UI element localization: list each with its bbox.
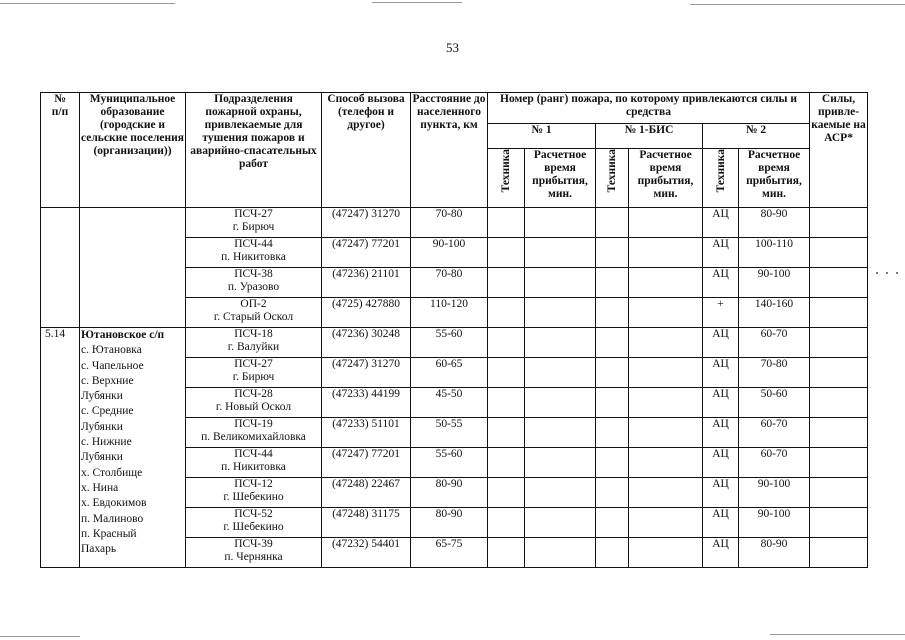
phone-cell: (47232) 54401: [322, 538, 411, 568]
rank-2-time-cell: 70-80: [739, 358, 810, 388]
rank-2-equipment-cell: АЦ: [703, 208, 739, 238]
header-rank-2-equipment: Техника: [703, 149, 739, 208]
phone-cell: (4725) 427880: [322, 298, 411, 328]
settlement-line: Лубянки: [81, 420, 123, 433]
distance-cell: 80-90: [411, 508, 488, 538]
rank-2-time-cell: 60-70: [739, 448, 810, 478]
header-rank-2-arrival: Расчетное время прибытия, мин.: [739, 149, 810, 208]
rank-2-equipment-cell: АЦ: [703, 358, 739, 388]
subdivision-cell: ПСЧ-28 г. Новый Оскол: [186, 388, 322, 418]
section-title: Ютановское с/п: [81, 329, 165, 341]
rank-2-time-cell: 60-70: [739, 418, 810, 448]
phone-cell: (47233) 51101: [322, 418, 411, 448]
rank-2-equipment-cell: АЦ: [703, 418, 739, 448]
forces-table: [40, 92, 868, 568]
settlement-line: с. Нижние: [81, 436, 132, 449]
rank-2-time-cell: 140-160: [739, 298, 810, 328]
rank-2-time-cell: 90-100: [739, 508, 810, 538]
scan-speck: [876, 272, 878, 274]
header-rank-1bis: № 1-БИС: [596, 124, 703, 149]
distance-cell: 90-100: [411, 238, 488, 268]
phone-cell: (47247) 77201: [322, 238, 411, 268]
distance-cell: 110-120: [411, 298, 488, 328]
phone-cell: (47247) 31270: [322, 358, 411, 388]
rank-2-time-cell: 80-90: [739, 208, 810, 238]
header-num: № п/п: [41, 93, 80, 208]
rank-2-time-cell: 60-70: [739, 328, 810, 358]
settlement-line: с. Чапельное: [81, 359, 144, 372]
scan-line-top-right: [690, 4, 905, 5]
rank-2-equipment-cell: АЦ: [703, 478, 739, 508]
table-row: [41, 208, 868, 238]
rank-2-equipment-cell: АЦ: [703, 268, 739, 298]
header-subdivisions: Подразделения пожарной охраны, привлекаемые для тушения пожаров и аварийно-спасательных работ: [186, 93, 322, 208]
subdivision-cell: ПСЧ-12 г. Шебекино: [186, 478, 322, 508]
page-number: 53: [446, 40, 459, 55]
scan-line-bottom-left: [0, 636, 80, 637]
section-municipality: [80, 328, 186, 568]
subdivision-cell: ПСЧ-52 г. Шебекино: [186, 508, 322, 538]
distance-cell: 70-80: [411, 208, 488, 238]
settlement-line: с. Ютановка: [81, 344, 142, 357]
settlement-line: п. Красный: [81, 527, 137, 540]
distance-cell: 55-60: [411, 448, 488, 478]
phone-cell: (47236) 30248: [322, 328, 411, 358]
settlement-line: Лубянки: [81, 451, 123, 464]
header-rank-1bis-equipment: Техника: [596, 149, 629, 208]
distance-cell: 55-60: [411, 328, 488, 358]
settlement-line: с. Верхние: [81, 374, 134, 387]
settlement-line: х. Столбище: [81, 466, 143, 479]
rank-2-equipment-cell: АЦ: [703, 508, 739, 538]
header-rank-2: № 2: [703, 124, 810, 149]
rank-2-equipment-cell: АЦ: [703, 388, 739, 418]
header-municipality: Муниципальное образование (городские и сельские поселения (организации)): [80, 93, 186, 208]
settlement-line: х. Нина: [81, 481, 119, 494]
table-row: [41, 328, 868, 358]
phone-cell: (47236) 21101: [322, 268, 411, 298]
phone-cell: (47233) 44199: [322, 388, 411, 418]
section-num: 5.14: [41, 328, 80, 568]
rank-2-time-cell: 100-110: [739, 238, 810, 268]
rank-2-equipment-cell: АЦ: [703, 328, 739, 358]
header-rank-1bis-arrival: Расчетное время прибытия, мин.: [629, 149, 703, 208]
phone-cell: (47247) 31270: [322, 208, 411, 238]
distance-cell: 70-80: [411, 268, 488, 298]
subdivision-cell: ПСЧ-39 п. Чернянка: [186, 538, 322, 568]
settlement-line: Пахарь: [81, 543, 117, 556]
header-fire-rank: Номер (ранг) пожара, по которому привлекаются силы и средства: [488, 93, 810, 124]
rank-2-time-cell: 90-100: [739, 478, 810, 508]
distance-cell: 45-50: [411, 388, 488, 418]
header-rank-1: № 1: [488, 124, 596, 149]
distance-cell: 60-65: [411, 358, 488, 388]
header-rank-1-arrival: Расчетное время прибытия, мин.: [525, 149, 596, 208]
rank-2-time-cell: 80-90: [739, 538, 810, 568]
num-cell: [41, 208, 80, 328]
distance-cell: 80-90: [411, 478, 488, 508]
rank-2-time-cell: 50-60: [739, 388, 810, 418]
rank-2-equipment-cell: АЦ: [703, 238, 739, 268]
subdivision-cell: ПСЧ-27 г. Бирюч: [186, 358, 322, 388]
rank-2-equipment-cell: +: [703, 298, 739, 328]
scan-line-top-middle: [372, 2, 462, 3]
subdivision-cell: ПСЧ-27 г. Бирюч: [186, 208, 322, 238]
scan-speck: [886, 272, 888, 274]
subdivision-cell: ПСЧ-18 г. Валуйки: [186, 328, 322, 358]
phone-cell: (47248) 22467: [322, 478, 411, 508]
scan-speck: [896, 272, 898, 274]
scan-line-top-left: [0, 3, 175, 4]
rank-2-time-cell: 90-100: [739, 268, 810, 298]
distance-cell: 50-55: [411, 418, 488, 448]
subdivision-cell: ПСЧ-19 п. Великомихайловка: [186, 418, 322, 448]
settlement-line: п. Малиново: [81, 512, 144, 525]
header-distance: Расстояние до населенного пункта, км: [411, 93, 488, 208]
settlement-line: х. Евдокимов: [81, 497, 147, 510]
distance-cell: 65-75: [411, 538, 488, 568]
subdivision-cell: ПСЧ-44 п. Никитовка: [186, 448, 322, 478]
rank-2-equipment-cell: АЦ: [703, 448, 739, 478]
settlement-line: с. Средние: [81, 405, 134, 418]
municipality-cell: [80, 208, 186, 328]
phone-cell: (47248) 31175: [322, 508, 411, 538]
subdivision-cell: ПСЧ-38 п. Уразово: [186, 268, 322, 298]
scan-line-bottom-right: [770, 634, 905, 635]
subdivision-cell: ОП-2 г. Старый Оскол: [186, 298, 322, 328]
rank-2-equipment-cell: АЦ: [703, 538, 739, 568]
subdivision-cell: ПСЧ-44 п. Никитовка: [186, 238, 322, 268]
phone-cell: (47247) 77201: [322, 448, 411, 478]
settlement-line: Лубянки: [81, 390, 123, 403]
header-rank-1-equipment: Техника: [488, 149, 525, 208]
header-asr-forces: Силы, привле-каемые на АСР*: [810, 93, 868, 208]
header-call-method: Способ вызова (телефон и другое): [322, 93, 411, 208]
